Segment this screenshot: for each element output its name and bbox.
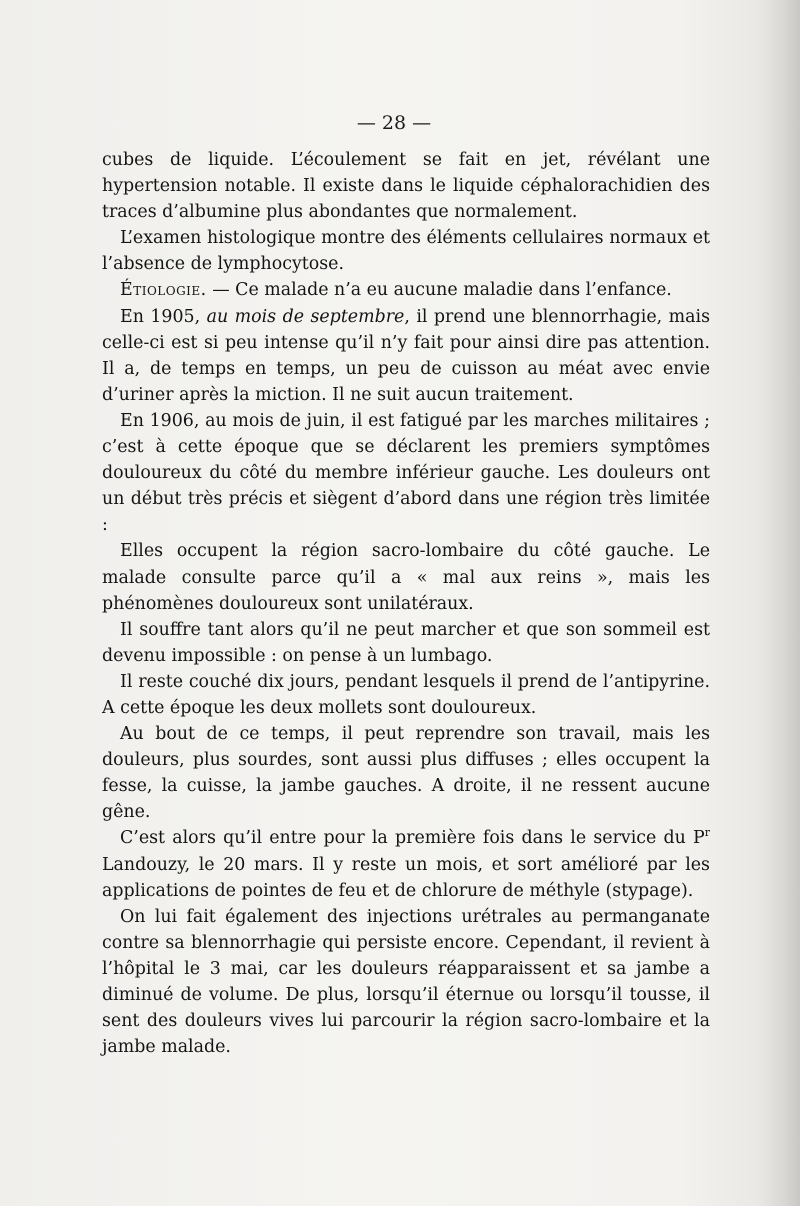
paragraph-3-text: — Ce malade n’a eu aucune maladie dans l’enfance.: [206, 280, 672, 301]
page-number: — 28 —: [356, 112, 432, 134]
paragraph-10-start: C’est alors qu’il entre pour la première fois dans le service du P: [120, 828, 705, 849]
paragraph-8: Il reste couché dix jours, pendant lesquels il prend de l’antipyrine. A cette époque les deux mollets sont douloureux.: [102, 671, 710, 718]
body-text: [102, 147, 710, 1060]
paragraph-6: Elles occupent la région sacro-lombaire du côté gauche. Le malade consulte parce qu’il a « mal aux reins », mais les phénomènes douloureux sont unilatéraux.: [102, 541, 710, 614]
paragraph-9: Au bout de ce temps, il peut reprendre son travail, mais les douleurs, plus sourdes, sont aussi plus diffuses ; elles occupent la fesse, la cuisse, la jambe gauches. A droite, il ne ressent aucune gêne.: [102, 724, 710, 823]
paragraph-10: [102, 825, 710, 903]
paragraph-4-italic: au mois de septembre: [206, 306, 405, 327]
paragraph-4: [102, 304, 710, 408]
paragraph-3: [102, 277, 710, 303]
paragraph-11: On lui fait également des injections urétrales au permanganate contre sa blennorrhagie qui persiste encore. Cependant, il revient à l’hôpital le 3 mai, car les douleurs réapparaissent et sa jambe a diminué de volume. De plus, lorsqu’il éternue ou lorsqu’il tousse, il sent des douleurs vives lui parcourir la région sacro-lombaire et la jambe malade.: [102, 906, 710, 1058]
section-label-etiologie: Étiologie.: [120, 280, 207, 301]
paragraph-1: cubes de liquide. L’écoulement se fait en jet, révélant une hypertension notable. Il existe dans le liquide céphalorachidien des traces d’albumine plus abondantes que normalement.: [102, 150, 710, 223]
paragraph-4-start: En 1905,: [120, 306, 207, 327]
paragraph-2: L’examen histologique montre des éléments cellulaires normaux et l’absence de lymphocytose.: [102, 228, 710, 275]
paragraph-10-rest: Landouzy, le 20 mars. Il y reste un mois, et sort amélioré par les applications de pointes de feu et de chlorure de méthyle (stypage).: [102, 854, 710, 901]
paragraph-7: Il souffre tant alors qu’il ne peut marcher et que son sommeil est devenu impossible : on pense à un lumbago.: [102, 619, 710, 666]
page-edge-shadow: [758, 0, 800, 1206]
superscript-r: r: [704, 826, 710, 840]
paragraph-4-rest: , il prend une blennorrhagie, mais celle-ci est si peu intense qu’il n’y fait pour ainsi dire pas attention. Il a, de temps en temps, un peu de cuisson au méat avec envie d’uriner après la miction. Il ne suit aucun traitement.: [102, 306, 710, 405]
paragraph-5: En 1906, au mois de juin, il est fatigué par les marches militaires ; c’est à cette époque que se déclarent les premiers symptômes douloureux du côté du membre inférieur gauche. Les douleurs ont un début très précis et siègent d’abord dans une région très limitée :: [102, 410, 710, 536]
